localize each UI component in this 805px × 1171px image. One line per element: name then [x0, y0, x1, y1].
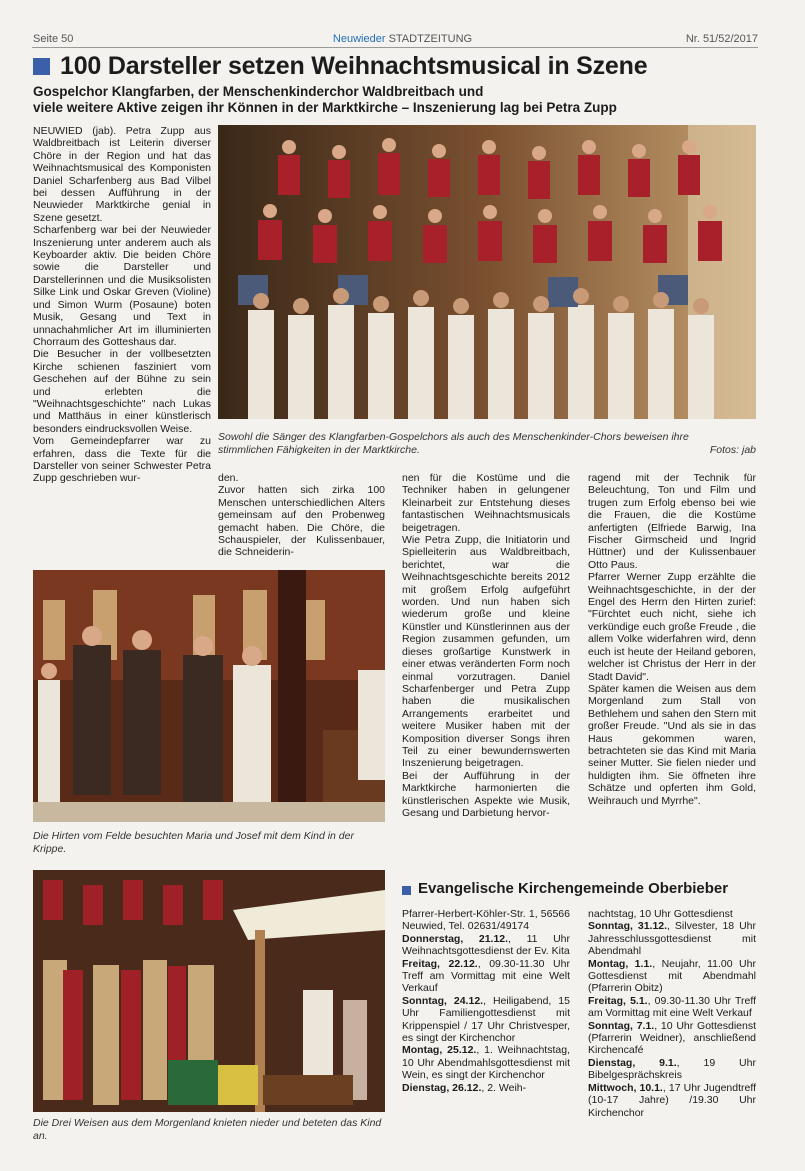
- article-column-4: [588, 472, 756, 807]
- schedule-entry: [588, 958, 756, 995]
- schedule-day: Montag, 1.1.: [588, 957, 653, 970]
- church-address: Pfarrer-Herbert-Köhler-Str. 1, 56566 Neuwied, Tel. 02631/49174: [402, 908, 570, 933]
- article-column-1: [33, 125, 211, 485]
- paragraph: Später kamen die Weisen aus dem Morgenland zum Stall von Bethlehem und sahen den Stern mit großer Freude. "Und als sie in das Haus gekommen waren, betrachteten sie das Kind mit Maria seiner Mutter. Sie fielen nieder und huldigten ihm. Sie öffneten ihre Schätze und opferten ihm Gold, Weihrauch und Myrrhe".: [588, 682, 756, 807]
- article-column-3: [402, 472, 570, 819]
- subtitle-line-2: viele weitere Aktive zeigen ihr Können in der Marktkirche – Inszenierung lag bei Petra Zupp: [33, 100, 617, 115]
- schedule-entry: [402, 1082, 570, 1094]
- schedule-entry: [588, 920, 756, 957]
- schedule-entry: [588, 995, 756, 1020]
- schedule-text: , 11 Uhr Weihnachtsgottesdienst der Ev. Kita: [402, 932, 570, 958]
- choir-photo-image: [218, 125, 756, 419]
- church-column-1: [402, 908, 570, 1094]
- schedule-text: , Heiligabend, 15 Uhr Familiengottesdienst mit Krippenspiel / 17 Uhr Christvesper, es singt der Kirchenchor: [402, 994, 570, 1045]
- church-box-title: Evangelische Kirchengemeinde Oberbieber: [418, 880, 729, 897]
- paragraph: nen für die Kostüme und die Techniker haben in gelungener Kleinarbeit zur Entstehung dieses fantastischen Weihnachtsmusicals beigetragen.: [402, 472, 570, 534]
- header-divider: [32, 47, 758, 48]
- schedule-day: Donnerstag, 21.12.: [402, 932, 509, 945]
- paragraph: NEUWIED (jab). Petra Zupp aus Waldbreitbach ist Leiterin diverser Chöre in der Region und hat das Weihnachtsmusical des Komponisten Daniel Scharfenberg aus Bad Vilbel bei dessen Aufführung in der Neuwieder Marktkirche genial in Szene gesetzt.: [33, 125, 211, 224]
- schedule-text: , 2. Weih-: [481, 1081, 527, 1094]
- brand-subtitle: STADTZEITUNG: [388, 33, 473, 45]
- schedule-day: Dienstag, 26.12.: [402, 1081, 482, 1094]
- caption-line-1: Sowohl die Sänger des Klangfarben-Gospelchors als auch des Menschenkinder-Chors beweisen ihre: [218, 431, 689, 443]
- headline-marker: [33, 58, 50, 75]
- schedule-entry: [402, 958, 570, 995]
- wise-men-photo-caption: Die Drei Weisen aus dem Morgenland knieten nieder und beteten das Kind an.: [33, 1117, 382, 1142]
- schedule-entry: [402, 933, 570, 958]
- paragraph: Vom Gemeindepfarrer war zu erfahren, dass die Texte für die Darsteller von seiner Schwester Petra Zupp geschrieben wur-: [33, 435, 211, 485]
- choir-photo: [218, 125, 756, 419]
- paragraph: Scharfenberg war bei der Neuwieder Inszenierung unter anderem auch als Keyboarder aktiv. Die beiden Chöre sowie die Darsteller und Darstellerinnen und die Musiksolisten Silke Link und Oskar Greven (Violine) und Simon Wurm (Posaune) boten Musik, Gesang und Text in unnachahmlicher Art im illuminierten Chorraum des Gotteshaus dar.: [33, 224, 211, 348]
- schedule-day: Freitag, 5.1.: [588, 994, 648, 1007]
- paragraph: Pfarrer Werner Zupp erzählte die Weihnachtsgeschichte, in der der Engel des Herrn den Hirten zurief: "Fürchtet euch nicht, siehe ich verkündige euch große Freude , die allem Volke widerfahren wird, denn euch ist heute der Heiland geboren, welcher ist Christus der Herr in der Stadt David".: [588, 571, 756, 683]
- choir-photo-caption: [218, 431, 756, 457]
- schedule-text: , 09.30-11.30 Uhr Treff am Vormittag mit eine Welt Verkauf: [402, 957, 570, 995]
- paragraph: Bei der Aufführung in der Marktkirche harmonierten die künstlerischen Aspekte wie Musik, Gesang und Darbietung hervor-: [402, 769, 570, 819]
- schedule-text: , 09.30-11.30 Uhr Treff am Vormittag mit eine Welt Verkauf: [588, 994, 757, 1020]
- schedule-text: , Neujahr, 11.00 Uhr Gottesdienst mit Abendmahl (Pfarrerin Obitz): [588, 957, 756, 995]
- shepherds-photo-image: [33, 570, 385, 822]
- schedule-day: Sonntag, 7.1.: [588, 1019, 655, 1032]
- schedule-day: Mittwoch, 10.1.: [588, 1081, 663, 1094]
- schedule-text: , 1. Weihnachtstag, 10 Uhr Abendmahlsgottesdienst mit Wein, es singt der Kirchenchor: [402, 1044, 570, 1082]
- paragraph: ragend mit der Technik für Beleuchtung, Ton und Film und trugen zum Erfolg ebenso bei wie die Frauen, die die Kostüme anfertigten (Elfriede Barwig, Ina Fischer Girmscheid und Ingrid Hüttner) und der Kulissenbauer Otto Paus.: [588, 472, 756, 571]
- schedule-day: Dienstag, 9.1.: [588, 1056, 677, 1069]
- newspaper-name: [0, 33, 805, 45]
- issue-number: Nr. 51/52/2017: [685, 33, 758, 45]
- brand-name: Neuwieder: [332, 33, 386, 45]
- schedule-day: Sonntag, 24.12.: [402, 994, 484, 1007]
- schedule-day: Sonntag, 31.12.: [588, 920, 668, 933]
- paragraph: den.: [218, 472, 239, 484]
- shepherds-photo: [33, 570, 385, 822]
- schedule-entry: [402, 995, 570, 1045]
- schedule-day: Freitag, 22.12.: [402, 957, 478, 970]
- paragraph: Zuvor hatten sich zirka 100 Menschen unterschiedlichen Alters gemeinsam auf den Probenweg gemacht haben. Die Chöre, die Schauspieler, der Kulissenbauer, die Schneiderin-: [218, 484, 385, 559]
- schedule-entry: [588, 1057, 756, 1082]
- article-column-2: [218, 472, 385, 559]
- schedule-text: , 10 Uhr Gottesdienst (Pfarrerin Weidner), anschließend Kirchencafé: [588, 1019, 756, 1057]
- caption-line-2: stimmlichen Fähigkeiten in der Marktkirche.: [218, 444, 420, 456]
- box-marker: [402, 886, 411, 895]
- schedule-continuation: nachtstag, 10 Uhr Gottesdienst: [588, 908, 733, 920]
- church-column-2: [588, 908, 756, 1119]
- schedule-text: , Silvester, 18 Uhr Jahresschlussgottesdienst mit Abendmahl: [588, 920, 756, 958]
- schedule-text: , 19 Uhr Bibelgesprächskreis: [588, 1056, 756, 1082]
- schedule-entry: [402, 1044, 570, 1081]
- schedule-entry: [588, 1082, 756, 1119]
- subtitle-line-1: Gospelchor Klangfarben, der Menschenkinderchor Waldbreitbach und: [33, 84, 484, 99]
- paragraph: Wie Petra Zupp, die Initiatorin und Spielleiterin aus Waldbreitbach, berichtet, war die Weihnachtsgeschichte bereits 2012 mit großem Erfolg aufgeführt worden. Und nun haben sich wiederum große und kleine Künstler und Künstlerinnen aus der Region zusammen gefunden, um dieses großartige Kunstwerk in einer etwas veränderten Form noch einmal vorzutragen. Daniel Scharfenberger und Petra Zupp haben die musikalischen Arrangements erarbeitet und weitere Musiker haben mit der Komposition diverser Songs ihren Teil zu einer bewundernswerten Inszenierung beigetragen.: [402, 534, 570, 770]
- schedule-text: , 17 Uhr Jugendtreff (10-17 Jahre) /19.30 Uhr Kirchenchor: [588, 1081, 756, 1119]
- photo-credit: Fotos: jab: [709, 444, 756, 456]
- wise-men-photo: [33, 870, 385, 1112]
- page-number: Seite 50: [33, 33, 74, 45]
- schedule-entry: [588, 1020, 756, 1057]
- schedule-day: Montag, 25.12.: [402, 1044, 477, 1057]
- shepherds-photo-caption: Die Hirten vom Felde besuchten Maria und Josef mit dem Kind in der Krippe.: [33, 830, 354, 855]
- paragraph: Die Besucher in der vollbesetzten Kirche schienen fasziniert vom Geschehen auf der Bühne zu sein und erlebten die "Weihnachtsgeschichte" nach Lukas und Matthäus in einer künstlerisch besonders eindrucksvollen Weise.: [33, 348, 211, 435]
- wise-men-photo-image: [33, 870, 385, 1112]
- article-subtitle: [33, 84, 758, 116]
- article-title: 100 Darsteller setzen Weihnachtsmusical in Szene: [60, 52, 648, 80]
